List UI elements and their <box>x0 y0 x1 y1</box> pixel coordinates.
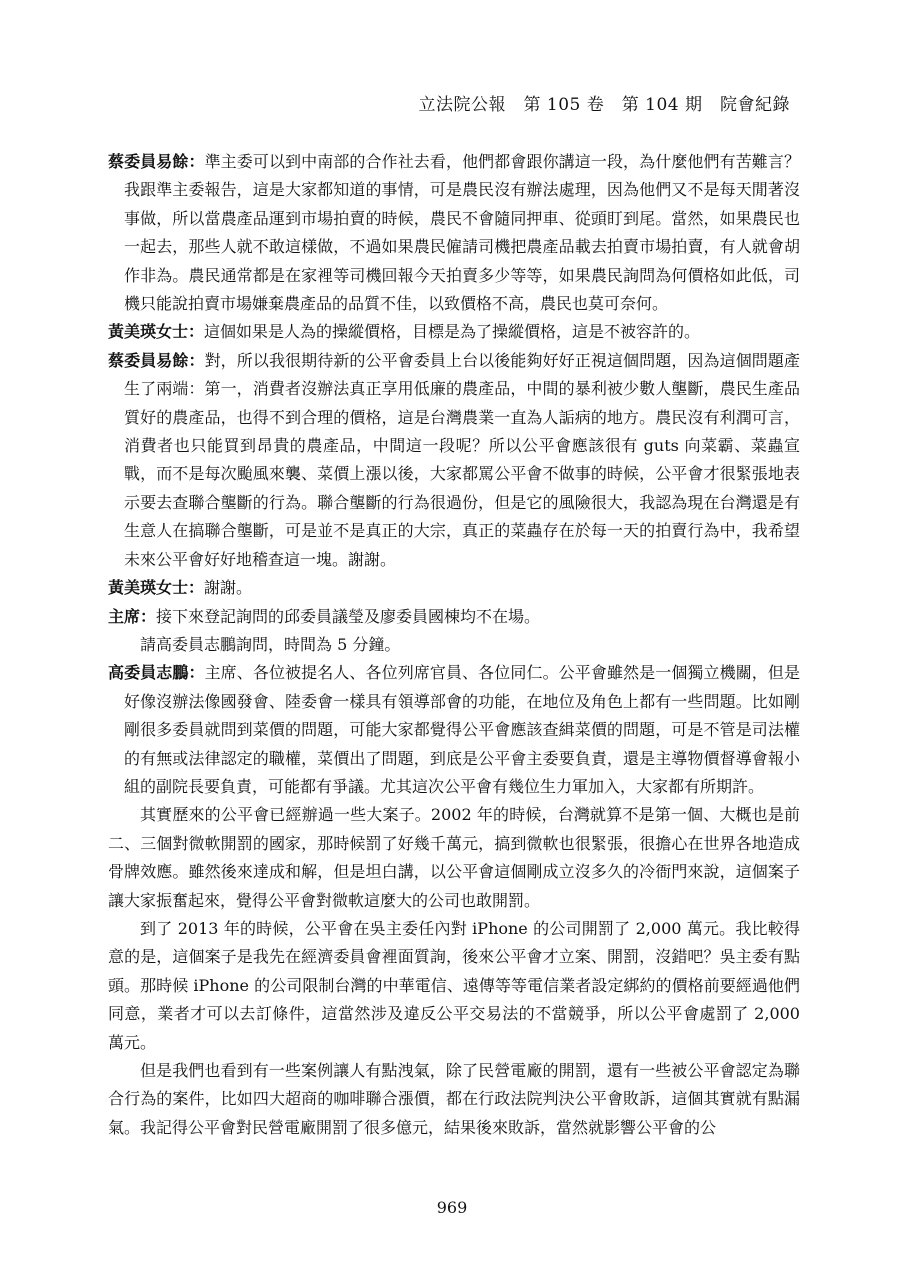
paragraph-text: 準主委可以到中南部的合作社去看，他們都會跟你講這一段，為什麼他們有苦難言？我跟準主委報告，這是大家都知道的事情，可是農民沒有辦法處理，因為他們又不是每天閒著沒事做，所以當農產品運到市場拍賣的時候，農民不會隨同押車、從頭盯到尾。當然，如果農民也一起去，那些人就不敢這樣做，不過如果農民僱請司機把農產品載去拍賣市場拍賣，有人就會胡作非為。農民通常都是在家裡等司機回報今天拍賣多少等等，如果農民詢問為何價格如此低，司機只能說拍賣市場嫌棄農產品的品質不佳，以致價格不高，農民也莫可奈何。 <box>124 152 800 314</box>
paragraph <box>108 631 800 659</box>
paragraph-text: 到了 2013 年的時候，公平會在吳主委任內對 iPhone 的公司開罰了 2,000 萬元。我比較得意的是，這個案子是我先在經濟委員會裡面質詢，後來公平會才立案、開罰，沒錯吧？吳主委有點頭。那時候 iPhone 的公司限制台灣的中華電信、遠傳等等電信業者設定綁約的價格前要經過他們同意，業者才可以去訂條件，這當然涉及違反公平交易法的不當競爭，所以公平會處罰了 2,000 萬元。 <box>108 918 800 1052</box>
paragraph <box>108 915 800 1057</box>
transcript-body <box>108 148 800 1142</box>
speaker-label: 黃美瑛女士： <box>108 322 205 342</box>
paragraph-text: 但是我們也看到有一些案例讓人有點洩氣，除了民營電廠的開罰，還有一些被公平會認定為聯合行為的案件，比如四大超商的咖啡聯合漲價，都在行政法院判決公平會敗訴，這個其實就有點漏氣。我記得公平會對民營電廠開罰了很多億元，結果後來敗訴，當然就影響公平會的公 <box>108 1061 800 1137</box>
speaker-label: 高委員志鵬： <box>108 663 205 683</box>
paragraph <box>108 318 800 346</box>
paragraph-text: 接下來登記詢問的邱委員議瑩及廖委員國棟均不在場。 <box>156 606 541 626</box>
paragraph <box>108 574 800 602</box>
paragraph-text: 對，所以我很期待新的公平會委員上台以後能夠好好正視這個問題，因為這個問題產生了兩端：第一，消費者沒辦法真正享用低廉的農產品，中間的暴利被少數人壟斷，農民生產品質好的農產品，也得不到合理的價格，這是台灣農業一直為人詬病的地方。農民沒有利潤可言，消費者也只能買到昂貴的農產品，中間這一段呢？所以公平會應該很有 guts 向菜霸、菜蟲宣戰，而不是每次颱風來襲、菜價上漲以後，大家都罵公平會不做事的時候，公平會才很緊張地表示要去查聯合壟斷的行為。聯合壟斷的行為很過份，但是它的風險很大，我認為現在台灣還是有生意人在搞聯合壟斷，可是並不是真正的大宗，真正的菜蟲存在於每一天的拍賣行為中，我希望未來公平會好好地稽查這一塊。謝謝。 <box>124 350 800 569</box>
paragraph <box>108 801 800 915</box>
paragraph <box>108 347 800 574</box>
paragraph <box>108 603 800 631</box>
paragraph <box>108 1057 800 1142</box>
page-number: 969 <box>436 1198 468 1217</box>
paragraph-text: 主席、各位被提名人、各位列席官員、各位同仁。公平會雖然是一個獨立機關，但是好像沒辦法像國發會、陸委會一樣具有領導部會的功能，在地位及角色上都有一些問題。比如剛剛很多委員就問到菜價的問題，可能大家都覺得公平會應該查緝菜價的問題，可是不管是司法權的有無或法律認定的職權，菜價出了問題，到底是公平會主委要負責，還是主導物價督導會報小組的副院長要負責，可能都有爭議。尤其這次公平會有幾位生力軍加入，大家都有所期許。 <box>124 663 800 796</box>
speaker-label: 黃美瑛女士： <box>108 578 205 598</box>
paragraph-text: 這個如果是人為的操縱價格，目標是為了操縱價格，這是不被容許的。 <box>204 322 701 342</box>
speaker-label: 蔡委員易餘： <box>108 350 205 370</box>
speaker-label: 蔡委員易餘： <box>108 152 205 171</box>
paragraph <box>108 659 800 801</box>
paragraph-text: 請高委員志鵬詢問，時間為 5 分鐘。 <box>140 634 401 654</box>
speaker-label: 主席： <box>108 606 157 626</box>
paragraph <box>108 148 800 318</box>
paragraph-text: 謝謝。 <box>204 578 253 598</box>
running-header: 立法院公報 第 105 卷 第 104 期 院會紀錄 <box>418 95 790 115</box>
paragraph-text: 其實歷來的公平會已經辦過一些大案子。2002 年的時候，台灣就算不是第一個、大概也是前二、三個對微軟開罰的國家，那時候罰了好幾千萬元，搞到微軟也很緊張，很擔心在世界各地造成骨牌效應。雖然後來達成和解，但是坦白講，以公平會這個剛成立沒多久的冷衙門來說，這個案子讓大家振奮起來，覺得公平會對微軟這麼大的公司也敢開罰。 <box>108 805 800 910</box>
